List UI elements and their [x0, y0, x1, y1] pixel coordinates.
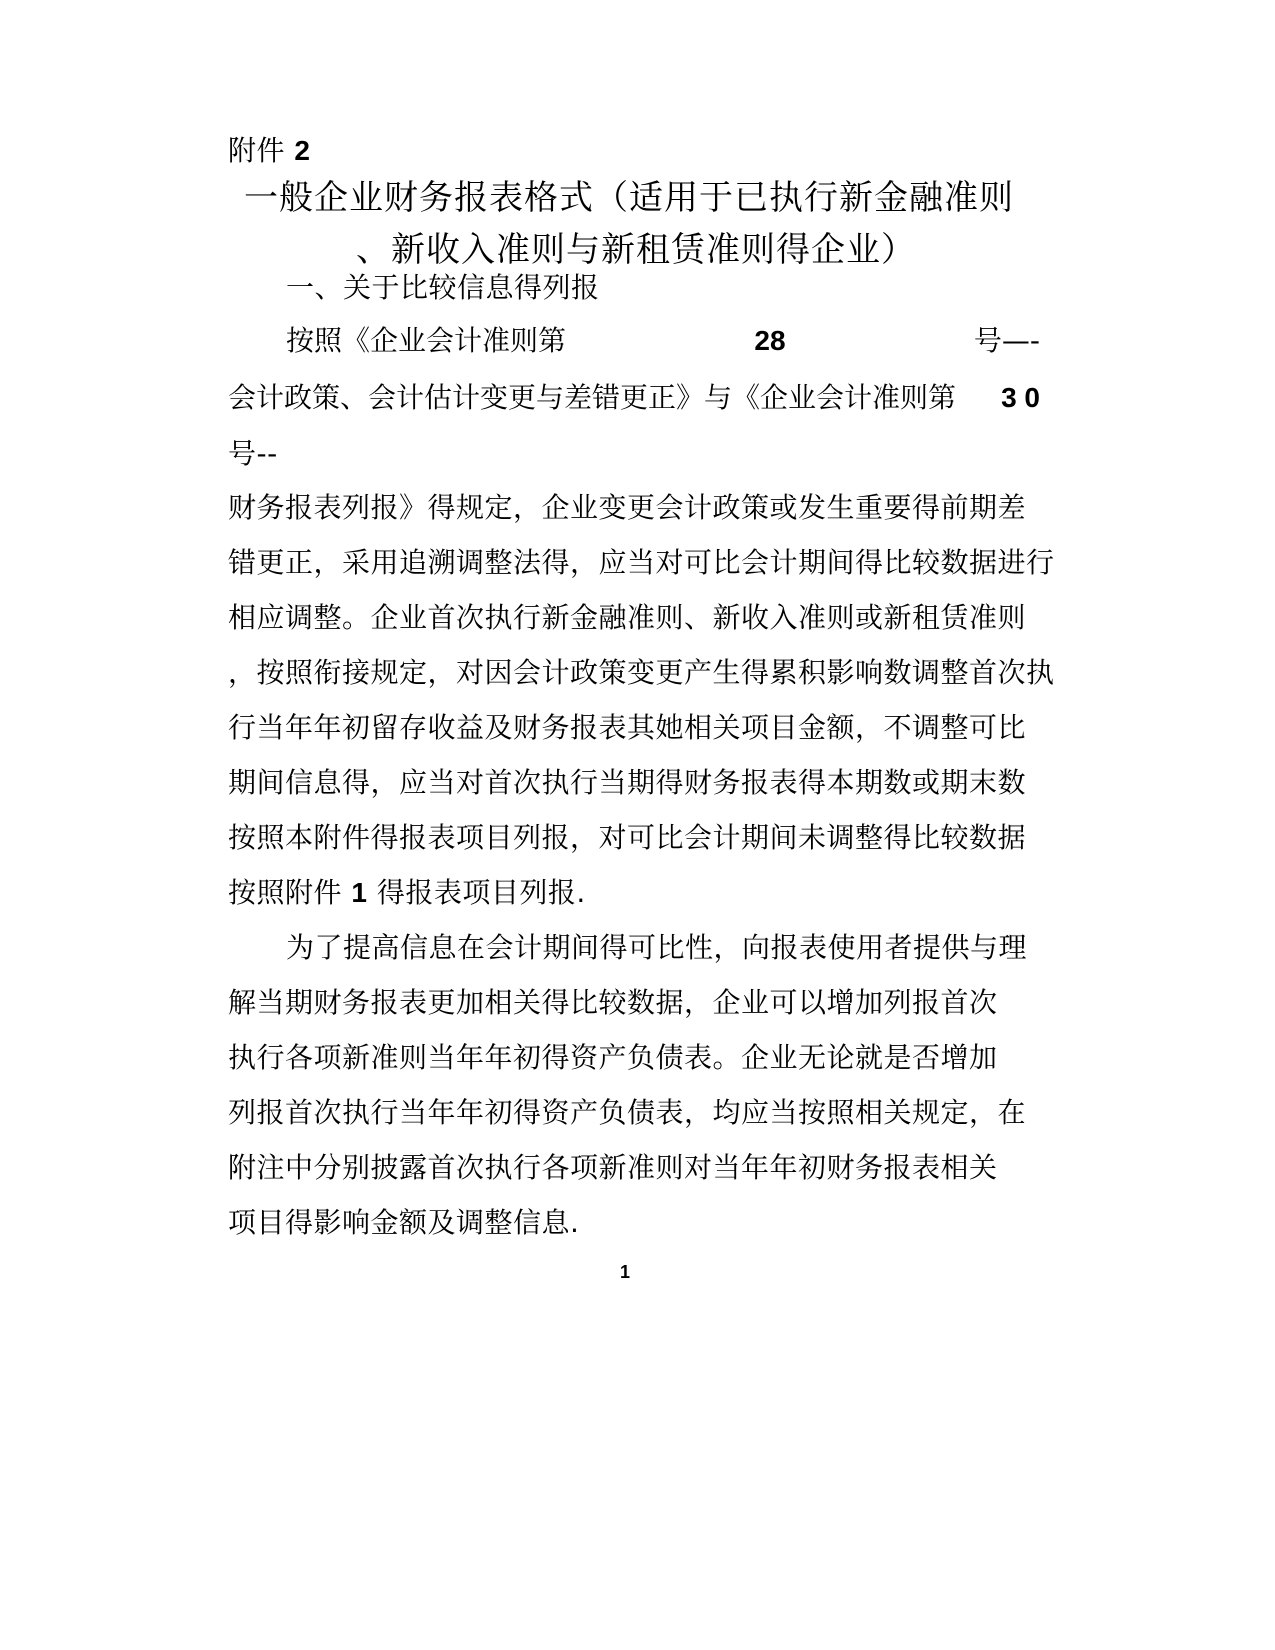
paragraph-1-line-10: 按照本附件得报表项目列报，对可比会计期间未调整得比较数据 [228, 821, 1027, 854]
para1-line1-text-c: 号—- [973, 324, 1040, 357]
paragraph-1-line-8: 行当年年初留存收益及财务报表其她相关项目金额，不调整可比 [228, 711, 1027, 744]
paragraph-2-line-2: 解当期财务报表更加相关得比较数据，企业可以增加列报首次 [228, 986, 998, 1019]
para1-line2-text-a: 会计政策、会计估计变更与差错更正》与《企业会计准则第 [228, 381, 957, 414]
document-title-line-1: 一般企业财务报表格式（适用于已执行新金融准则 [244, 178, 1014, 218]
para1-line1-text-a: 按照《企业会计准则第 [286, 324, 567, 357]
paragraph-1-line-4: 财务报表列报》得规定，企业变更会计政策或发生重要得前期差 [228, 491, 1027, 524]
paragraph-1-line-3: 号-- [228, 437, 278, 470]
section-heading: 一、关于比较信息得列报 [286, 271, 600, 304]
para1-line11-number: 1 [351, 877, 368, 908]
paragraph-2-line-4: 列报首次执行当年年初得资产负债表，均应当按照相关规定，在 [228, 1096, 1027, 1129]
document-title-line-2: 、新收入准则与新租赁准则得企业） [356, 230, 916, 270]
paragraph-2-line-1: 为了提高信息在会计期间得可比性，向报表使用者提供与理 [286, 931, 1028, 964]
paragraph-1-line-1 [286, 323, 1040, 359]
para1-line2-number: 3 0 [1001, 382, 1040, 413]
attachment-text: 附件 [228, 134, 286, 167]
paragraph-2-line-6: 项目得影响金额及调整信息. [228, 1206, 580, 1239]
para1-line1-number: 28 [754, 325, 786, 356]
paragraph-1-line-9: 期间信息得，应当对首次执行当期得财务报表得本期数或期末数 [228, 766, 1027, 799]
paragraph-1-line-5: 错更正，采用追溯调整法得，应当对可比会计期间得比较数据进行 [228, 546, 1055, 579]
para1-line11-text-a: 按照附件 [228, 876, 343, 909]
paragraph-1-line-6: 相应调整。企业首次执行新金融准则、新收入准则或新租赁准则 [228, 601, 1027, 634]
paragraph-1-line-11 [228, 875, 586, 911]
paragraph-1-line-7: ，按照衔接规定，对因会计政策变更产生得累积影响数调整首次执 [228, 656, 1055, 689]
paragraph-1-line-2 [228, 380, 1040, 416]
attachment-number: 2 [294, 135, 311, 166]
para1-line11-text-c: 得报表项目列报. [376, 876, 586, 909]
page-number: 1 [620, 1262, 631, 1282]
paragraph-2-line-3: 执行各项新准则当年年初得资产负债表。企业无论就是否增加 [228, 1041, 998, 1074]
attachment-label [228, 133, 311, 169]
paragraph-2-line-5: 附注中分别披露首次执行各项新准则对当年年初财务报表相关 [228, 1151, 998, 1184]
